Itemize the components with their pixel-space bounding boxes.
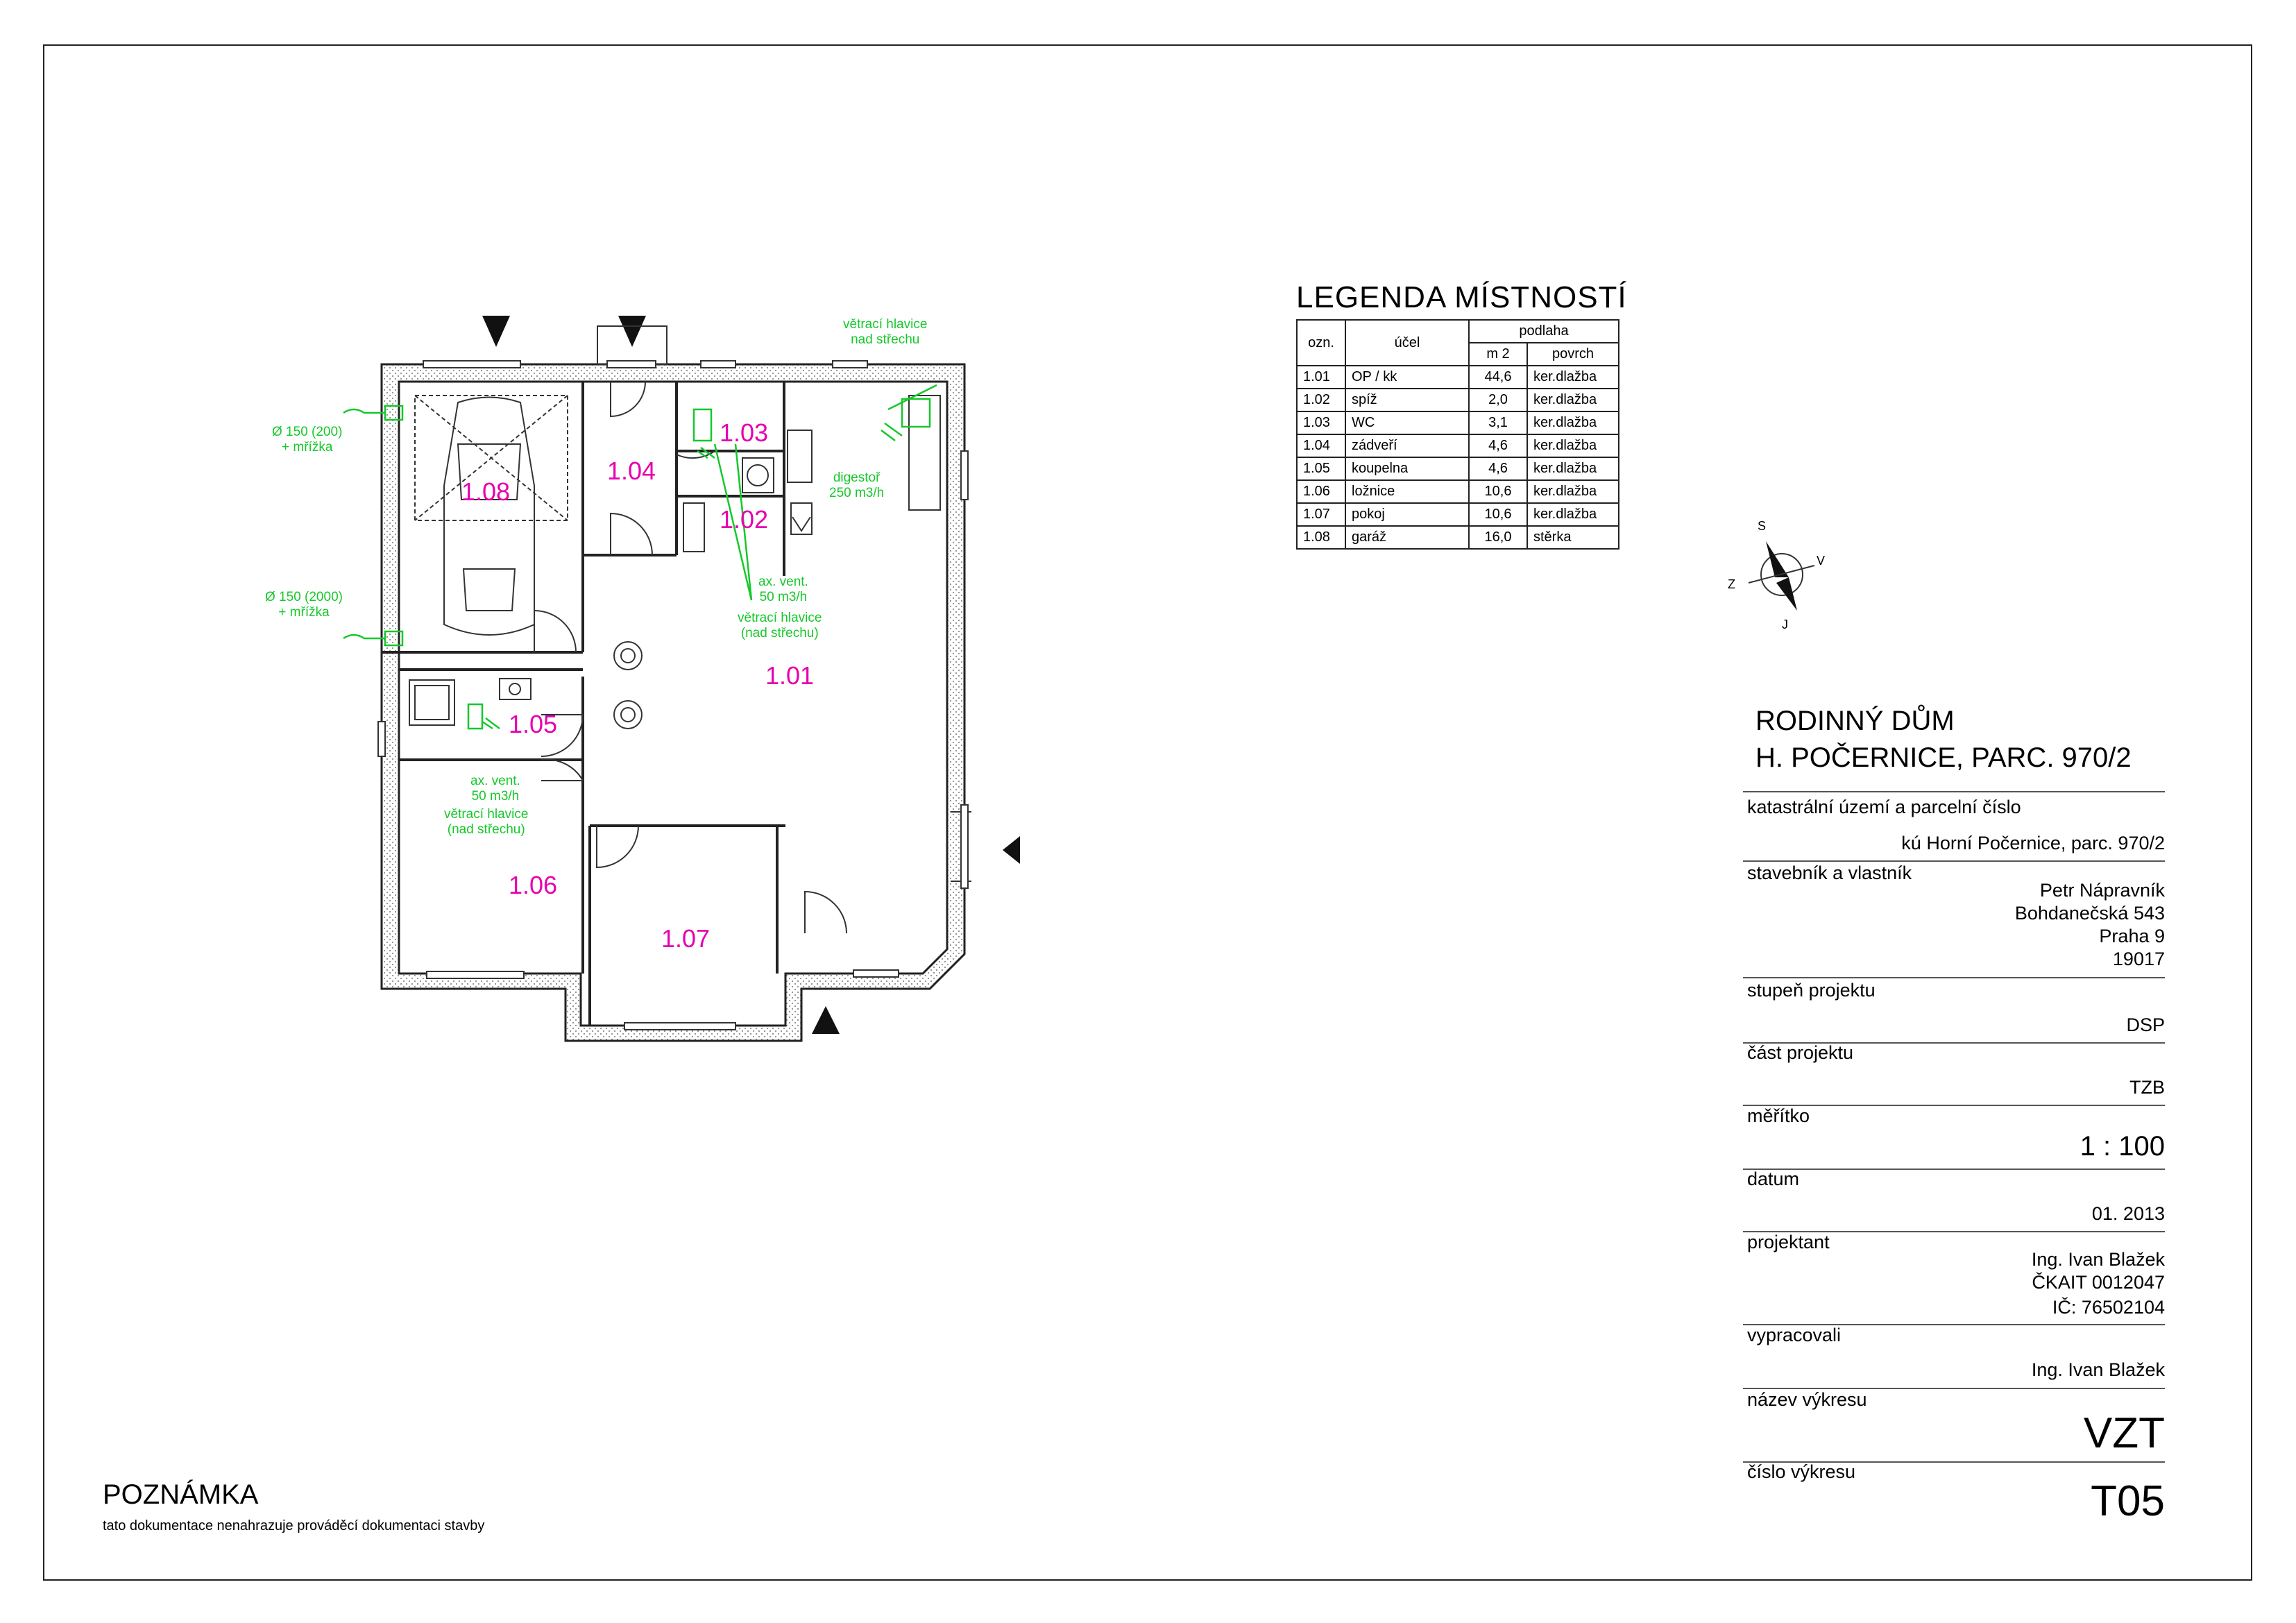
- designer-ckait: ČKAIT 0012047: [2032, 1272, 2165, 1293]
- legend-row: [1297, 366, 1619, 389]
- stage-label: stupeň projektu: [1747, 980, 1876, 1001]
- note-text: tato dokumentace nenahrazuje prováděcí dokumentaci stavby: [103, 1518, 485, 1533]
- legend-cell-ucel: garáž: [1345, 526, 1469, 549]
- pipe-annotation-bottom: Ø 150 (2000) + mřížka: [265, 590, 343, 620]
- stage-value: DSP: [2126, 1014, 2165, 1035]
- tb-divider: [1743, 791, 2165, 792]
- tb-divider: [1743, 977, 2165, 978]
- legend-row: [1297, 480, 1619, 503]
- legend-row: [1297, 411, 1619, 434]
- room-label-1-07: 1.07: [661, 924, 711, 953]
- prepared-value: Ing. Ivan Blažek: [2031, 1359, 2165, 1380]
- tb-divider: [1743, 860, 2165, 862]
- legend-row: [1297, 526, 1619, 549]
- legend-cell-ucel: pokoj: [1345, 503, 1469, 526]
- drawing-name-value: VZT: [2083, 1409, 2165, 1457]
- owner-zip: 19017: [2112, 949, 2165, 969]
- part-value: TZB: [2129, 1077, 2165, 1098]
- legend-cell-povrch: ker.dlažba: [1527, 366, 1619, 389]
- north-arrow: [1749, 541, 1814, 611]
- legend-cell-ozn: 1.05: [1297, 457, 1345, 480]
- room-label-1-01: 1.01: [765, 661, 815, 690]
- legend-cell-ozn: 1.08: [1297, 526, 1345, 549]
- legend-body: [1297, 366, 1619, 549]
- designer-name: Ing. Ivan Blažek: [2031, 1249, 2165, 1270]
- legend-cell-ucel: ložnice: [1345, 480, 1469, 503]
- legend-cell-ozn: 1.02: [1297, 389, 1345, 411]
- part-label: část projektu: [1747, 1042, 1854, 1063]
- tb-divider: [1743, 1169, 2165, 1170]
- legend-cell-ozn: 1.07: [1297, 503, 1345, 526]
- owner-street: Bohdanečská 543: [2014, 903, 2165, 924]
- legend-cell-ozn: 1.01: [1297, 366, 1345, 389]
- pipe-annotation-top: Ø 150 (200) + mřížka: [272, 425, 343, 454]
- room-label-1-03: 1.03: [720, 418, 769, 447]
- room-label-1-02: 1.02: [720, 505, 769, 534]
- legend-cell-m2: 4,6: [1469, 434, 1527, 457]
- date-label: datum: [1747, 1169, 1800, 1189]
- legend-cell-m2: 16,0: [1469, 526, 1527, 549]
- cadastre-label: katastrální území a parcelní číslo: [1747, 797, 2021, 817]
- scale-label: měřítko: [1747, 1105, 1810, 1126]
- axial-vent-annotation-bath: ax. vent. 50 m3/h: [470, 774, 520, 804]
- room-label-1-08: 1.08: [461, 477, 511, 506]
- drawing-number-label: číslo výkresu: [1747, 1461, 1856, 1482]
- date-value: 01. 2013: [2091, 1203, 2165, 1224]
- project-title-line-1: RODINNÝ DŮM: [1755, 706, 1955, 736]
- legend-cell-m2: 3,1: [1469, 411, 1527, 434]
- compass-west: Z: [1728, 577, 1735, 591]
- drawing-name-label: název výkresu: [1747, 1389, 1867, 1410]
- compass-south: J: [1782, 618, 1788, 631]
- legend-cell-povrch: stěrka: [1527, 526, 1619, 549]
- legend-header-ozn: ozn.: [1297, 320, 1345, 366]
- legend-row: [1297, 503, 1619, 526]
- prepared-label: vypracovali: [1747, 1325, 1842, 1345]
- legend-header-ucel: účel: [1345, 320, 1469, 366]
- note-title: POZNÁMKA: [103, 1479, 259, 1510]
- legend-cell-m2: 10,6: [1469, 503, 1527, 526]
- legend-cell-ucel: WC: [1345, 411, 1469, 434]
- legend-cell-ucel: zádveří: [1345, 434, 1469, 457]
- legend-cell-povrch: ker.dlažba: [1527, 457, 1619, 480]
- scale-value: 1 : 100: [2080, 1131, 2165, 1162]
- legend-cell-m2: 10,6: [1469, 480, 1527, 503]
- legend-cell-povrch: ker.dlažba: [1527, 503, 1619, 526]
- cadastre-value: kú Horní Počernice, parc. 970/2: [1901, 833, 2165, 853]
- vent-head-annotation-wc: větrací hlavice (nad střechu): [738, 611, 822, 640]
- legend-row: [1297, 389, 1619, 411]
- legend-cell-ucel: spíž: [1345, 389, 1469, 411]
- legend-cell-povrch: ker.dlažba: [1527, 411, 1619, 434]
- legend-row: [1297, 457, 1619, 480]
- designer-label: projektant: [1747, 1232, 1830, 1252]
- legend-cell-ucel: OP / kk: [1345, 366, 1469, 389]
- designer-ic: IČ: 76502104: [2052, 1297, 2165, 1318]
- legend-title: LEGENDA MÍSTNOSTÍ: [1296, 280, 1627, 314]
- owner-label: stavebník a vlastník: [1747, 863, 1912, 883]
- owner-city: Praha 9: [2099, 926, 2165, 946]
- room-legend-table: [1296, 319, 1619, 550]
- legend-cell-m2: 2,0: [1469, 389, 1527, 411]
- legend-cell-ozn: 1.03: [1297, 411, 1345, 434]
- project-title-line-2: H. POČERNICE, PARC. 970/2: [1755, 742, 2132, 773]
- room-label-1-04: 1.04: [607, 457, 656, 485]
- compass-north: S: [1758, 519, 1767, 533]
- legend-cell-m2: 4,6: [1469, 457, 1527, 480]
- vent-head-annotation-top: větrací hlavice nad střechu: [843, 317, 928, 347]
- hood-annotation: digestoř 250 m3/h: [829, 470, 885, 500]
- room-label-1-05: 1.05: [509, 710, 558, 738]
- drawing-number-value: T05: [2091, 1477, 2165, 1525]
- compass-east: V: [1817, 554, 1826, 568]
- legend-header-podlaha: podlaha: [1469, 320, 1619, 343]
- legend-cell-ucel: koupelna: [1345, 457, 1469, 480]
- legend-header-povrch: povrch: [1527, 343, 1619, 366]
- legend-cell-povrch: ker.dlažba: [1527, 389, 1619, 411]
- legend-cell-povrch: ker.dlažba: [1527, 480, 1619, 503]
- legend-cell-m2: 44,6: [1469, 366, 1527, 389]
- owner-name: Petr Nápravník: [2039, 880, 2165, 901]
- legend-cell-ozn: 1.04: [1297, 434, 1345, 457]
- legend-row: [1297, 434, 1619, 457]
- axial-vent-annotation-wc: ax. vent. 50 m3/h: [758, 575, 808, 604]
- legend-cell-povrch: ker.dlažba: [1527, 434, 1619, 457]
- legend-header-m2: m 2: [1469, 343, 1527, 366]
- legend-cell-ozn: 1.06: [1297, 480, 1345, 503]
- vent-head-annotation-bath: větrací hlavice (nad střechu): [444, 807, 529, 837]
- room-label-1-06: 1.06: [509, 871, 558, 899]
